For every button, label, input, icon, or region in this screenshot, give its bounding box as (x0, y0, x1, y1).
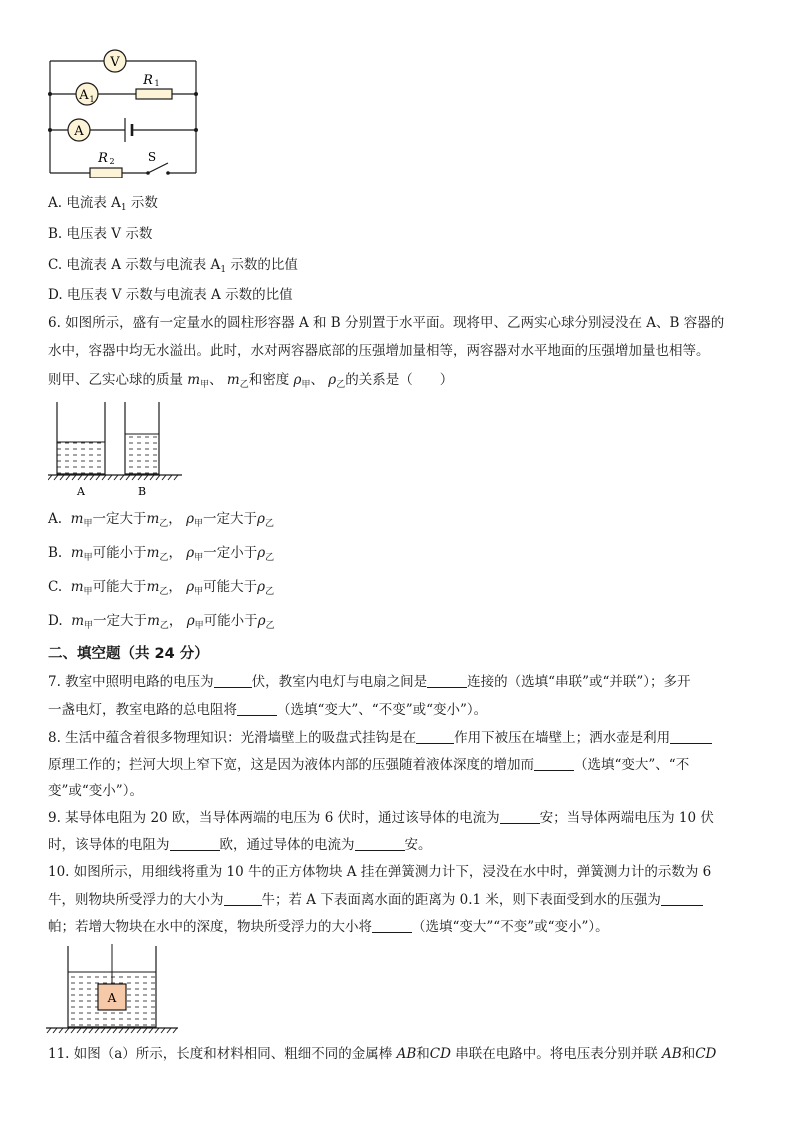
ammeter-a-label: A (74, 124, 84, 139)
q10-text-e: （选填“变大”“不变”或“变小”）。 (412, 919, 609, 935)
option-text-1: 可能小于 (92, 545, 147, 561)
q9-line-2 (48, 836, 432, 854)
option-letter: B. (48, 545, 63, 561)
voltmeter-label: V (110, 55, 120, 70)
q6-line-3-b: 和密度 (248, 372, 290, 388)
resistor-r2 (90, 168, 122, 178)
voltmeter-symbol (104, 50, 126, 72)
sub-yi: 乙 (265, 587, 275, 597)
q11-and: 和 (681, 1046, 696, 1062)
sub-jia: 甲 (200, 380, 210, 390)
option-comma: ， (168, 613, 183, 629)
q7-text-d: 一盏电灯，教室电路的总电阻将 (48, 702, 237, 718)
r2-label: R (98, 151, 108, 166)
switch-label: S (147, 150, 157, 164)
q6-line-3-c: 的关系是（ ） (345, 372, 454, 388)
ammeter-a1-label: A (79, 88, 89, 103)
m-symbol: m (70, 579, 84, 595)
option-letter: C. (48, 579, 63, 595)
q7-text-a: 7. 教室中照明电路的电压为 (48, 674, 214, 690)
rod-cd: CD (429, 1046, 451, 1062)
option-text-2: 一定小于 (203, 545, 258, 561)
sub-jia: 甲 (194, 621, 204, 631)
q6-line-1: 6. 如图所示，盛有一定量水的圆柱形容器 A 和 B 分别置于水平面。现将甲、乙两实心球分别浸没在 A、B 容器的 (48, 315, 725, 331)
sub-jia: 甲 (194, 519, 204, 529)
container-a-water (57, 442, 105, 474)
resistor-r1 (136, 89, 172, 99)
q11-text-a: 11. 如图（a）所示，长度和材料相同、粗细不同的金属棒 (48, 1046, 393, 1062)
sep: 、 (209, 372, 223, 388)
q9-text-a: 9. 某导体电阻为 20 欧，当导体两端的电压为 6 伏时，通过该导体的电流为 (48, 810, 500, 826)
container-b-water (125, 434, 159, 474)
q8-line-1 (48, 729, 712, 747)
option-text-2: 一定大于 (203, 511, 258, 527)
r2-sub: 2 (109, 157, 115, 166)
q10-line-2 (48, 891, 703, 909)
sub-yi: 乙 (336, 380, 346, 390)
q6-line-3 (48, 371, 453, 394)
block-a-label: A (107, 991, 117, 1005)
q8-text-d: （选填“变大”、“不 (574, 757, 690, 773)
option-comma: ， (168, 511, 182, 527)
q8-text-a: 8. 生活中蕴含着很多物理知识：光滑墙壁上的吸盘式挂钩是在 (48, 730, 417, 746)
option-text-2: 可能大于 (203, 579, 258, 595)
q7-text-c: 连接的（选填“串联”或“并联”）；多开 (467, 674, 691, 690)
q5-option-b: B. 电压表 V 示数 (48, 226, 153, 242)
m-symbol: m (146, 545, 160, 561)
rod-cd: CD (695, 1046, 717, 1062)
option-comma: ， (168, 545, 182, 561)
q8-line-3: 变”或“变小”）。 (48, 783, 143, 799)
ammeter-a-symbol (68, 119, 90, 141)
q9-text-d: 欧，通过导体的电流为 (219, 837, 355, 853)
rho-symbol: ρ (186, 613, 195, 629)
sub-yi: 乙 (265, 553, 275, 563)
answer-blank[interactable] (416, 729, 454, 744)
answer-blank[interactable] (214, 673, 252, 688)
answer-blank[interactable] (661, 891, 703, 906)
sub-jia: 甲 (194, 587, 204, 597)
q6-option-b (48, 544, 274, 567)
rho-symbol: ρ (257, 579, 266, 595)
r1-sub: 1 (154, 79, 160, 88)
sub-yi: 乙 (159, 621, 169, 631)
ammeter-a1-symbol (76, 83, 98, 105)
m-symbol: m (71, 613, 85, 629)
rho-symbol: ρ (257, 545, 266, 561)
section-heading: 二、填空题（共 24 分） (48, 646, 209, 662)
r1-label: R (143, 73, 153, 88)
rho-symbol: ρ (328, 372, 337, 388)
sub-yi: 乙 (264, 519, 274, 529)
q7-line-2 (48, 701, 487, 719)
q6-option-d (48, 612, 275, 635)
q5-option-c-tail: 示数的比值 (226, 257, 298, 273)
q10-text-d: 帕；若增大物块在水中的深度，物块所受浮力的大小将 (48, 919, 372, 935)
rho-symbol: ρ (293, 372, 302, 388)
m-symbol: m (146, 511, 160, 527)
q10-line-3 (48, 918, 609, 936)
q9-line-1 (48, 809, 714, 827)
container-a-label: A (77, 485, 85, 498)
container-b-label: B (137, 485, 147, 498)
battery-symbol (125, 118, 132, 142)
rho-symbol: ρ (257, 511, 265, 527)
answer-blank[interactable] (237, 701, 277, 716)
q6-line-3-a: 则甲、乙实心球的质量 (48, 372, 183, 388)
rho-symbol: ρ (257, 613, 266, 629)
sub-yi: 乙 (159, 587, 169, 597)
option-text-1: 一定大于 (93, 613, 148, 629)
q8-text-c: 原理工作的；拦河大坝上窄下宽，这是因为液体内部的压强随着液体深度的增加而 (48, 757, 534, 773)
q5-option-a-sub: 1 (120, 203, 127, 213)
answer-blank[interactable] (372, 918, 412, 933)
ammeter-a1-sub: 1 (89, 95, 95, 104)
sub-jia: 甲 (83, 519, 93, 529)
option-text-1: 可能大于 (92, 579, 147, 595)
q8-text-b: 作用下被压在墙壁上；洒水壶是利用 (454, 730, 671, 746)
tank-figure (46, 944, 182, 1038)
option-letter: D. (48, 613, 63, 629)
sub-jia: 甲 (84, 621, 94, 631)
q10-text-b: 牛，则物块所受浮力的大小为 (48, 892, 224, 908)
ground-hatch (48, 475, 178, 480)
q5-option-c-sub: 1 (220, 265, 227, 275)
rho-symbol: ρ (186, 545, 195, 561)
m-symbol: m (187, 372, 201, 388)
rod-ab: AB (396, 1046, 417, 1062)
sub-yi: 乙 (159, 519, 169, 529)
q11-and: 和 (416, 1046, 430, 1062)
sub-jia: 甲 (194, 553, 204, 563)
sub-jia: 甲 (301, 380, 311, 390)
q9-text-b: 安；当导体两端电压为 10 伏 (539, 810, 714, 826)
q5-option-c-text: C. 电流表 A 示数与电流表 A (48, 257, 221, 273)
q11-line-1 (48, 1045, 716, 1063)
m-symbol: m (146, 579, 160, 595)
m-symbol: m (147, 613, 160, 629)
q7-text-b: 伏，教室内电灯与电扇之间是 (251, 674, 428, 690)
answer-blank[interactable] (170, 836, 220, 851)
q5-option-c (48, 256, 298, 279)
answer-blank[interactable] (355, 836, 405, 851)
q9-text-c: 时，该导体的电阻为 (48, 837, 170, 853)
rho-symbol: ρ (186, 511, 195, 527)
q7-text-e: （选填“变大”、“不变”或“变小”）。 (277, 702, 488, 718)
q9-text-e: 安。 (404, 837, 432, 853)
m-symbol: m (226, 372, 240, 388)
option-comma: ， (168, 579, 182, 595)
sub-yi: 乙 (239, 380, 249, 390)
option-text-2: 可能小于 (203, 613, 258, 629)
q5-option-a-text: A. 电流表 A (48, 195, 121, 211)
ground-hatch (47, 1028, 177, 1033)
rod-ab: AB (662, 1046, 682, 1062)
m-symbol: m (70, 545, 84, 561)
sub-yi: 乙 (265, 621, 275, 631)
sub-yi: 乙 (159, 553, 169, 563)
option-letter: A. (48, 511, 63, 527)
answer-blank[interactable] (224, 891, 262, 906)
containers-figure (48, 398, 188, 500)
answer-blank[interactable] (500, 809, 540, 824)
q5-option-d: D. 电压表 V 示数与电流表 A 示数的比值 (48, 287, 293, 303)
q7-line-1 (48, 673, 691, 691)
q6-line-2: 水中，容器中均无水溢出。此时，水对两容器底部的压强增加量相等，两容器对水平地面的压强增加量也相等。 (48, 343, 710, 359)
sep: 、 (310, 372, 324, 388)
m-symbol: m (70, 511, 84, 527)
q5-option-a (48, 194, 158, 217)
q11-text-b: 串联在电路中。将电压表分别并联 (455, 1046, 658, 1062)
option-text-1: 一定大于 (92, 511, 147, 527)
q10-line-1: 10. 如图所示，用细线将重为 10 牛的正方体物块 A 挂在弹簧测力计下，浸没在水中时，弹簧测力计的示数为 6 (48, 864, 712, 880)
q6-option-a (48, 510, 274, 533)
rho-symbol: ρ (186, 579, 195, 595)
answer-blank[interactable] (427, 673, 467, 688)
answer-blank[interactable] (534, 756, 574, 771)
q8-line-2 (48, 756, 689, 774)
answer-blank[interactable] (670, 729, 712, 744)
sub-jia: 甲 (83, 553, 93, 563)
q5-option-a-tail: 示数 (126, 195, 158, 211)
q6-option-c (48, 578, 274, 601)
q10-text-c: 牛；若 A 下表面离水面的距离为 0.1 米，则下表面受到水的压强为 (261, 892, 661, 908)
sub-jia: 甲 (83, 587, 93, 597)
circuit-diagram (40, 44, 210, 178)
